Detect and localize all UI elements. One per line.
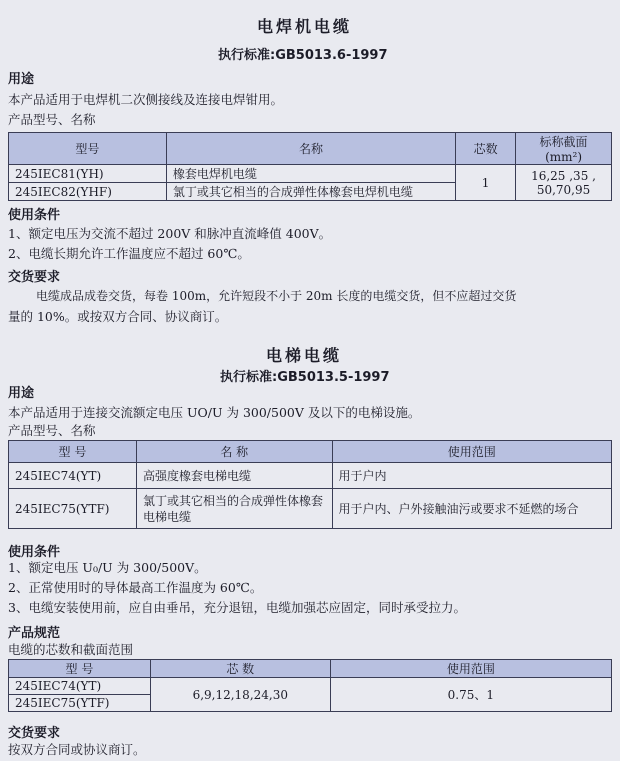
s2-spec-header-scope: 使用范围 bbox=[330, 660, 611, 678]
s1-header-name: 名称 bbox=[166, 133, 455, 165]
s1-sections bbox=[516, 165, 612, 201]
section2-usage-text: 本产品适用于连接交流额定电压 UO/U 为 300/500V 及以下的电梯设施。 bbox=[8, 405, 421, 420]
s1-cores: 1 bbox=[456, 165, 516, 201]
s2-header-scope: 使用范围 bbox=[332, 441, 611, 463]
section2-usage-heading: 用途 bbox=[8, 386, 35, 401]
section2-condition-2: 2、正常使用时的导体最高工作温度为 60℃。 bbox=[8, 580, 263, 595]
section1-conditions-heading: 使用条件 bbox=[8, 208, 61, 223]
s2-spec-scope: 0.75、1 bbox=[330, 678, 611, 712]
s1-row1-model: 245IEC81(YH) bbox=[9, 165, 167, 183]
s2-row2-scope: 用于户内、户外接触油污或要求不延燃的场合 bbox=[332, 489, 611, 529]
table-row bbox=[9, 165, 612, 183]
section2-condition-1: 1、额定电压 U₀/U 为 300/500V。 bbox=[8, 560, 207, 575]
s2-spec-model-1: 245IEC74(YT) bbox=[9, 678, 151, 695]
section2-standard: 执行标准:GB5013.5-1997 bbox=[220, 370, 390, 385]
section2-title: 电梯电缆 bbox=[266, 346, 343, 365]
s2-row2-model: 245IEC75(YTF) bbox=[9, 489, 137, 529]
section2-spec-heading: 产品规范 bbox=[8, 626, 61, 641]
section2-models-label: 产品型号、名称 bbox=[8, 423, 96, 438]
s2-header-model: 型 号 bbox=[9, 441, 137, 463]
section2-spec-table bbox=[8, 659, 612, 712]
s2-spec-header-model: 型 号 bbox=[9, 660, 151, 678]
section1-condition-2: 2、电缆长期允许工作温度应不超过 60℃。 bbox=[8, 246, 250, 261]
section2-delivery-text: 按双方合同或协议商订。 bbox=[8, 742, 146, 757]
section2-table bbox=[8, 440, 612, 529]
section2-spec-label: 电缆的芯数和截面范围 bbox=[8, 642, 134, 657]
s1-header-cores: 芯数 bbox=[456, 133, 516, 165]
s1-sections-line1: 16,25 ,35 , bbox=[531, 168, 596, 183]
section1-usage-heading: 用途 bbox=[8, 72, 35, 87]
s1-header-model: 型号 bbox=[9, 133, 167, 165]
s2-row1-scope: 用于户内 bbox=[332, 463, 611, 489]
s2-spec-model-2: 245IEC75(YTF) bbox=[9, 695, 151, 712]
section2-condition-3: 3、电缆安装使用前，应自由垂吊，充分退钮，电缆加强芯应固定，同时承受拉力。 bbox=[8, 600, 466, 615]
section1-models-label: 产品型号、名称 bbox=[8, 112, 96, 127]
section1-delivery-line1: 电缆成品成卷交货，每卷 100m，允许短段不小于 20m 长度的电缆交货，但不应超过交货 bbox=[36, 289, 517, 303]
table-row bbox=[9, 489, 612, 529]
section1-title: 电焊机电缆 bbox=[257, 17, 353, 36]
section1-standard: 执行标准:GB5013.6-1997 bbox=[218, 48, 388, 63]
s2-row1-name: 高强度橡套电梯电缆 bbox=[136, 463, 332, 489]
s1-row2-name: 氯丁或其它相当的合成弹性体橡套电焊机电缆 bbox=[166, 183, 455, 201]
s1-sections-line2: 50,70,95 bbox=[536, 182, 591, 197]
section2-conditions-heading: 使用条件 bbox=[8, 545, 61, 560]
s1-header-section: 标称截面(mm²) bbox=[516, 133, 612, 165]
section1-delivery-heading: 交货要求 bbox=[8, 270, 61, 285]
s2-spec-header-cores: 芯 数 bbox=[150, 660, 330, 678]
section1-delivery-line2: 量的 10%。或按双方合同、协议商订。 bbox=[8, 309, 228, 324]
section1-usage-text: 本产品适用于电焊机二次侧接线及连接电焊钳用。 bbox=[8, 92, 284, 107]
section1-table bbox=[8, 132, 612, 201]
section2-delivery-heading: 交货要求 bbox=[8, 726, 61, 741]
table-row bbox=[9, 678, 612, 695]
s1-row2-model: 245IEC82(YHF) bbox=[9, 183, 167, 201]
s2-row2-name: 氯丁或其它相当的合成弹性体橡套电梯电缆 bbox=[136, 489, 332, 529]
s2-row1-model: 245IEC74(YT) bbox=[9, 463, 137, 489]
s2-header-name: 名 称 bbox=[136, 441, 332, 463]
table-row bbox=[9, 463, 612, 489]
section1-condition-1: 1、额定电压为交流不超过 200V 和脉冲直流峰值 400V。 bbox=[8, 226, 332, 241]
s2-spec-cores: 6,9,12,18,24,30 bbox=[150, 678, 330, 712]
s1-row1-name: 橡套电焊机电缆 bbox=[166, 165, 455, 183]
